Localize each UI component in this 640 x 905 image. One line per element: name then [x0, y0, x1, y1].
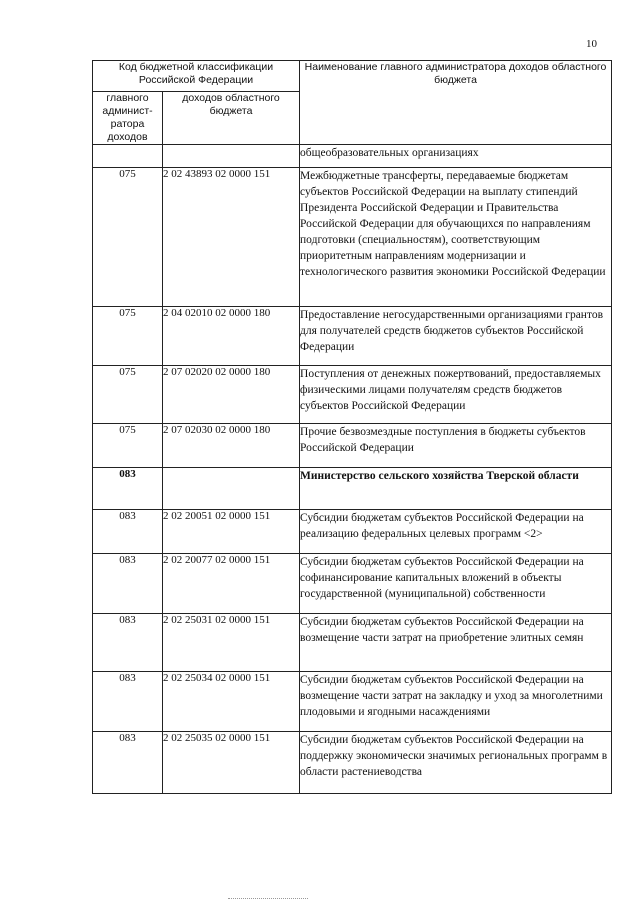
- admin-code-cell: 083: [93, 554, 163, 614]
- administrator-name-cell: Межбюджетные трансферты, передаваемые бюджетам субъектов Российской Федерации на выплату стипендий Президента Российской Федерации и Правительства Российской Федерации для обучающихся по направлениям подготовки (специальностям), соответствующим приоритетным направлениям модернизации и технологического развития экономики Российской Федерации: [300, 168, 612, 307]
- table-row: [93, 424, 612, 468]
- kbk-code-cell: 2 07 02030 02 0000 180: [163, 424, 300, 468]
- administrator-name-cell: Предоставление негосударственными организациями грантов для получателей средств бюджетов субъектов Российской Федерации: [300, 307, 612, 366]
- admin-code-cell: [93, 145, 163, 168]
- table-row: [93, 510, 612, 554]
- table-row: [93, 145, 612, 168]
- table-body: [93, 145, 612, 794]
- table-row: [93, 672, 612, 732]
- table-row: [93, 307, 612, 366]
- page-number: 10: [586, 38, 597, 50]
- scan-artifact: [228, 898, 308, 901]
- table-row-ministry: [93, 468, 612, 510]
- admin-code-cell: 075: [93, 424, 163, 468]
- revenue-administrators-table: [92, 60, 612, 794]
- admin-code-cell: 083: [93, 614, 163, 672]
- kbk-code-cell: 2 02 20051 02 0000 151: [163, 510, 300, 554]
- administrator-name-cell: Субсидии бюджетам субъектов Российской Федерации на софинансирование капитальных вложений в объекты государственной (муниципальной) собственности: [300, 554, 612, 614]
- kbk-code-cell: 2 07 02020 02 0000 180: [163, 366, 300, 424]
- admin-code-cell: 075: [93, 168, 163, 307]
- header-kbk-group: Код бюджетной классификации Российской Федерации: [93, 61, 300, 92]
- administrator-name-cell: Субсидии бюджетам субъектов Российской Федерации на возмещение части затрат на закладку и уход за многолетними плодовыми и ягодными насаждениями: [300, 672, 612, 732]
- kbk-code-cell: [163, 145, 300, 168]
- table-row: [93, 732, 612, 794]
- admin-code-cell: 083: [93, 510, 163, 554]
- admin-code-cell: 075: [93, 307, 163, 366]
- kbk-code-cell: [163, 468, 300, 510]
- admin-code-cell: 083: [93, 672, 163, 732]
- administrator-name-cell: общеобразовательных организациях: [300, 145, 612, 168]
- table-row: [93, 168, 612, 307]
- header-revenue-code: доходов областного бюджета: [163, 92, 300, 145]
- administrator-name-cell: Поступления от денежных пожертвований, предоставляемых физическими лицами получателям средств бюджетов субъектов Российской Федерации: [300, 366, 612, 424]
- admin-code-cell: 075: [93, 366, 163, 424]
- administrator-name-cell: Субсидии бюджетам субъектов Российской Федерации на поддержку экономически значимых региональных программ в области растениеводства: [300, 732, 612, 794]
- kbk-code-cell: 2 02 20077 02 0000 151: [163, 554, 300, 614]
- table-row: [93, 614, 612, 672]
- administrator-name-cell: Субсидии бюджетам субъектов Российской Федерации на возмещение части затрат на приобретение элитных семян: [300, 614, 612, 672]
- table-row: [93, 366, 612, 424]
- administrator-name-cell: Министерство сельского хозяйства Тверской области: [300, 468, 612, 510]
- table-row: [93, 554, 612, 614]
- kbk-code-cell: 2 02 25031 02 0000 151: [163, 614, 300, 672]
- administrator-name-cell: Прочие безвозмездные поступления в бюджеты субъектов Российской Федерации: [300, 424, 612, 468]
- admin-code-cell: 083: [93, 468, 163, 510]
- administrator-name-cell: Субсидии бюджетам субъектов Российской Федерации на реализацию федеральных целевых программ <2>: [300, 510, 612, 554]
- header-admin-code: главного админист-ратора доходов: [93, 92, 163, 145]
- header-administrator-name: Наименование главного администратора доходов областного бюджета: [300, 61, 612, 145]
- kbk-code-cell: 2 02 25034 02 0000 151: [163, 672, 300, 732]
- admin-code-cell: 083: [93, 732, 163, 794]
- kbk-code-cell: 2 04 02010 02 0000 180: [163, 307, 300, 366]
- kbk-code-cell: 2 02 43893 02 0000 151: [163, 168, 300, 307]
- kbk-code-cell: 2 02 25035 02 0000 151: [163, 732, 300, 794]
